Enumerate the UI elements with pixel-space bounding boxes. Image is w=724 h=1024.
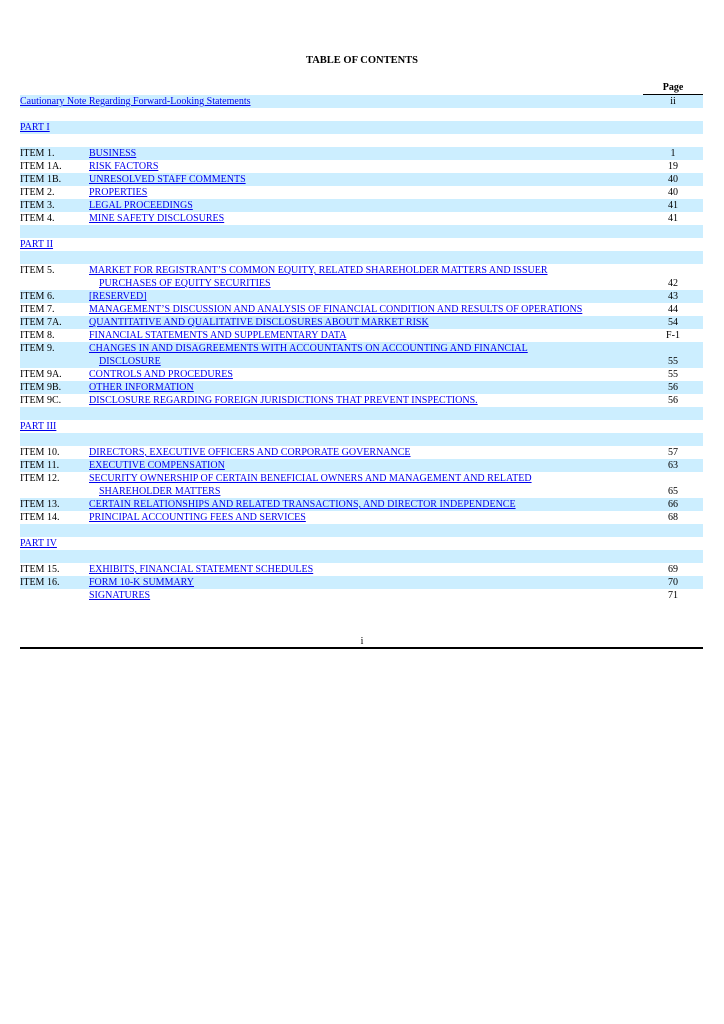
toc-item-link[interactable]: QUANTITATIVE AND QUALITATIVE DISCLOSURES ABOUT MARKET RISK [89,317,429,328]
toc-row [20,394,703,407]
toc-item-number: ITEM 11. [20,460,60,471]
toc-item-number: ITEM 4. [20,213,55,224]
toc-row [20,459,703,472]
toc-page-number: 42 [668,278,678,289]
toc-page-number: 71 [668,590,678,601]
toc-item-number: ITEM 9B. [20,382,62,393]
toc-row [20,511,703,524]
toc-page-number: 70 [668,577,678,588]
toc-item-link[interactable]: OTHER INFORMATION [89,382,194,393]
toc-page-number: 19 [668,161,678,172]
toc-page-number: 1 [670,148,676,159]
toc-item-number: ITEM 3. [20,200,55,211]
part-iv-link[interactable]: PART IV [20,538,57,549]
footer-page-number: i [360,636,364,647]
cautionary-link[interactable]: Cautionary Note Regarding Forward-Looking Statements [20,96,251,107]
toc-item-number: ITEM 2. [20,187,55,198]
toc-page-number: 68 [668,512,678,523]
toc-row [20,589,703,602]
toc-item-link[interactable]: UNRESOLVED STAFF COMMENTS [89,174,246,185]
toc-item-number: ITEM 12. [20,473,60,484]
toc-row [20,186,703,199]
toc-page-number: 43 [668,291,678,302]
toc-item-number: ITEM 14. [20,512,60,523]
toc-row-part [20,238,703,251]
toc-row [20,472,703,498]
toc-item-link[interactable]: PRINCIPAL ACCOUNTING FEES AND SERVICES [89,512,306,523]
toc-row [20,368,703,381]
toc-item-number: ITEM 1A. [20,161,62,172]
toc-row-cautionary [20,95,703,108]
toc-page-number: 44 [668,304,678,315]
toc-item-link-continued[interactable]: DISCLOSURE [99,356,161,367]
part-iii-link[interactable]: PART III [20,421,57,432]
toc-page-number: ii [670,96,676,107]
toc-page-number: 63 [668,460,678,471]
toc-row-part [20,537,703,550]
toc-item-link[interactable]: MARKET FOR REGISTRANT’S COMMON EQUITY, RELATED SHAREHOLDER MATTERS AND ISSUER [89,265,548,276]
toc-item-number: ITEM 13. [20,499,60,510]
toc-row [20,212,703,225]
toc-item-link[interactable]: SECURITY OWNERSHIP OF CERTAIN BENEFICIAL OWNERS AND MANAGEMENT AND RELATED [89,473,532,484]
toc-row [20,173,703,186]
toc-item-link[interactable]: FINANCIAL STATEMENTS AND SUPPLEMENTARY DATA [89,330,347,341]
toc-item-number: ITEM 1B. [20,174,62,185]
toc-page-number: 55 [668,356,678,367]
toc-item-number: ITEM 5. [20,265,55,276]
toc-item-link[interactable]: RISK FACTORS [89,161,159,172]
toc-page-number: 69 [668,564,678,575]
toc-page-number: 56 [668,382,678,393]
toc-row [20,303,703,316]
toc-item-link[interactable]: LEGAL PROCEEDINGS [89,200,193,211]
toc-item-link[interactable]: [RESERVED] [89,291,147,302]
toc-item-number: ITEM 15. [20,564,60,575]
toc-item-link[interactable]: PROPERTIES [89,187,148,198]
toc-item-link-continued[interactable]: PURCHASES OF EQUITY SECURITIES [99,278,271,289]
toc-page-number: 41 [668,200,678,211]
toc-page-number: 40 [668,174,678,185]
toc-item-number: ITEM 9C. [20,395,62,406]
toc-page-number: 41 [668,213,678,224]
toc-item-link-continued[interactable]: SHAREHOLDER MATTERS [99,486,221,497]
toc-page-number: F-1 [666,330,680,341]
toc-item-number: ITEM 7. [20,304,55,315]
toc-item-link[interactable]: FORM 10-K SUMMARY [89,577,195,588]
toc-item-link[interactable]: CHANGES IN AND DISAGREEMENTS WITH ACCOUNTANTS ON ACCOUNTING AND FINANCIAL [89,343,528,354]
toc-page-number: 66 [668,499,678,510]
toc-page-number: 56 [668,395,678,406]
toc-item-link[interactable]: MINE SAFETY DISCLOSURES [89,213,225,224]
toc-item-number: ITEM 7A. [20,317,62,328]
toc-item-number: ITEM 9. [20,343,55,354]
toc-row [20,342,703,368]
toc-row-part [20,121,703,134]
toc-row-part [20,420,703,433]
toc-item-link[interactable]: EXHIBITS, FINANCIAL STATEMENT SCHEDULES [89,564,314,575]
toc-row [20,381,703,394]
toc-row [20,329,703,342]
toc-item-link[interactable]: CERTAIN RELATIONSHIPS AND RELATED TRANSACTIONS, AND DIRECTOR INDEPENDENCE [89,499,516,510]
toc-row [20,160,703,173]
toc-row [20,264,703,290]
toc-row [20,576,703,589]
toc-item-link[interactable]: SIGNATURES [89,590,151,601]
toc-item-link[interactable]: DISCLOSURE REGARDING FOREIGN JURISDICTIONS THAT PREVENT INSPECTIONS. [89,395,478,406]
toc-item-number: ITEM 10. [20,447,60,458]
toc-row [20,498,703,511]
part-i-link[interactable]: PART I [20,122,50,133]
toc-page-number: 54 [668,317,678,328]
toc-item-link[interactable]: EXECUTIVE COMPENSATION [89,460,225,471]
toc-item-number: ITEM 16. [20,577,60,588]
toc-item-number: ITEM 1. [20,148,55,159]
toc-page-number: 57 [668,447,678,458]
toc-page-number: 65 [668,486,678,497]
toc-item-link[interactable]: CONTROLS AND PROCEDURES [89,369,233,380]
toc-page-number: 55 [668,369,678,380]
toc-item-number: ITEM 8. [20,330,55,341]
toc-row [20,147,703,160]
toc-item-link[interactable]: DIRECTORS, EXECUTIVE OFFICERS AND CORPORATE GOVERNANCE [89,447,411,458]
toc-row [20,199,703,212]
part-ii-link[interactable]: PART II [20,239,54,250]
toc-row [20,290,703,303]
toc-item-link[interactable]: MANAGEMENT’S DISCUSSION AND ANALYSIS OF FINANCIAL CONDITION AND RESULTS OF OPERATIONS [89,304,583,315]
toc-row [20,316,703,329]
toc-item-number: ITEM 9A. [20,369,62,380]
toc-row [20,446,703,459]
footer-divider [20,647,703,649]
toc-table [20,95,703,602]
toc-item-link[interactable]: BUSINESS [89,148,137,159]
toc-title: TABLE OF CONTENTS [305,55,419,66]
toc-row [20,563,703,576]
page-column-header: Page [643,82,703,95]
toc-page-number: 40 [668,187,678,198]
toc-item-number: ITEM 6. [20,291,55,302]
